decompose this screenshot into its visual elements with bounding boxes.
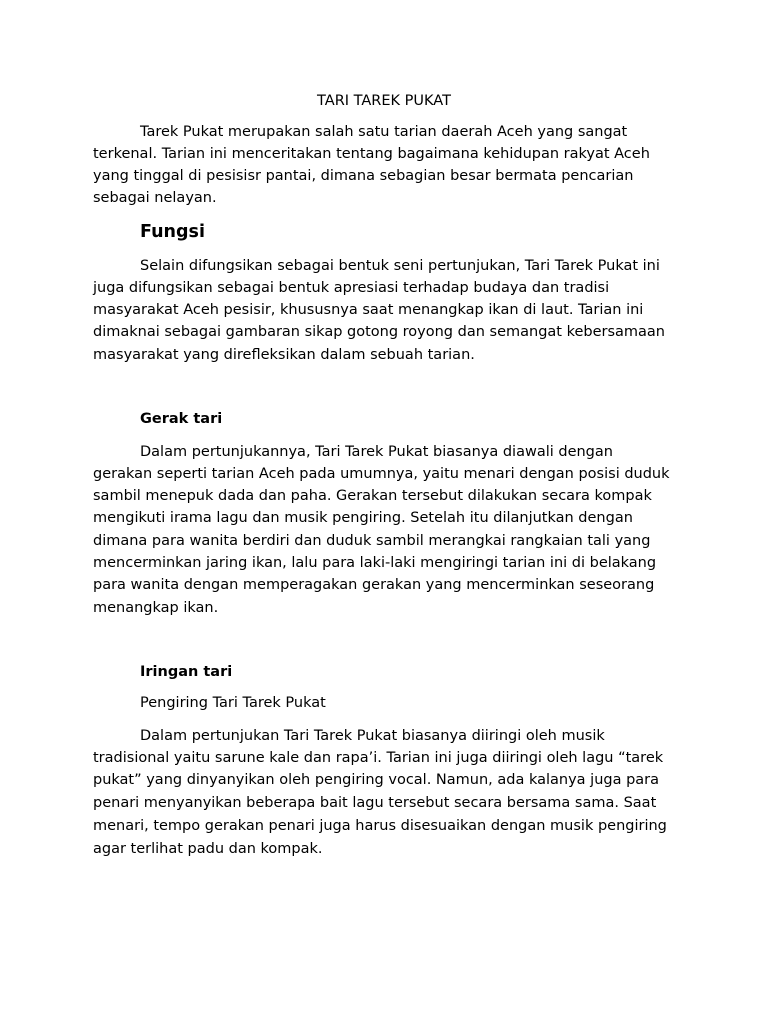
paragraph-line: menari, tempo gerakan penari juga harus disesuaikan dengan musik pengiring xyxy=(93,818,667,834)
section-heading-iringan-tari: Iringan tari xyxy=(140,664,233,680)
document-title: TARI TAREK PUKAT xyxy=(317,93,451,109)
paragraph-line: dimana para wanita berdiri dan duduk sambil merangkai rangkaian tali yang xyxy=(93,533,651,549)
paragraph-line: juga difungsikan sebagai bentuk apresiasi terhadap budaya dan tradisi xyxy=(93,280,610,296)
paragraph-line: para wanita dengan memperagakan gerakan yang mencerminkan seseorang xyxy=(93,577,655,593)
paragraph-line: mencerminkan jaring ikan, lalu para laki-laki mengiringi tarian ini di belakang xyxy=(93,555,657,571)
paragraph-line: Dalam pertunjukannya, Tari Tarek Pukat biasanya diawali dengan xyxy=(140,444,613,460)
section-heading-gerak-tari: Gerak tari xyxy=(140,411,223,427)
paragraph-line: sambil menepuk dada dan paha. Gerakan tersebut dilakukan secara kompak xyxy=(93,488,652,504)
paragraph-line: menangkap ikan. xyxy=(93,600,219,616)
paragraph-line: dimaknai sebagai gambaran sikap gotong royong dan semangat kebersamaan xyxy=(93,324,665,340)
subheading-pengiring: Pengiring Tari Tarek Pukat xyxy=(140,695,326,711)
paragraph-line: yang tinggal di pesisisr pantai, dimana sebagian besar bermata pencarian xyxy=(93,168,634,184)
paragraph-line: Selain difungsikan sebagai bentuk seni pertunjukan, Tari Tarek Pukat ini xyxy=(140,258,660,274)
paragraph-line: sebagai nelayan. xyxy=(93,190,217,206)
paragraph-line: terkenal. Tarian ini menceritakan tentang bagaimana kehidupan rakyat Aceh xyxy=(93,146,650,162)
paragraph-line: Tarek Pukat merupakan salah satu tarian daerah Aceh yang sangat xyxy=(140,124,628,140)
paragraph-line: penari menyanyikan beberapa bait lagu tersebut secara bersama sama. Saat xyxy=(93,795,657,811)
paragraph-line: mengikuti irama lagu dan musik pengiring. Setelah itu dilanjutkan dengan xyxy=(93,510,633,526)
section-heading-fungsi: Fungsi xyxy=(140,222,205,242)
paragraph-line: masyarakat yang direfleksikan dalam sebuah tarian. xyxy=(93,347,475,363)
paragraph-line: masyarakat Aceh pesisir, khususnya saat menangkap ikan di laut. Tarian ini xyxy=(93,302,644,318)
paragraph-line: gerakan seperti tarian Aceh pada umumnya, yaitu menari dengan posisi duduk xyxy=(93,466,670,482)
paragraph-line: tradisional yaitu sarune kale dan rapa’i. Tarian ini juga diiringi oleh lagu “tarek xyxy=(93,750,664,766)
paragraph-line: Dalam pertunjukan Tari Tarek Pukat biasanya diiringi oleh musik xyxy=(140,728,605,744)
paragraph-line: pukat” yang dinyanyikan oleh pengiring vocal. Namun, ada kalanya juga para xyxy=(93,772,660,788)
paragraph-line: agar terlihat padu dan kompak. xyxy=(93,841,323,857)
